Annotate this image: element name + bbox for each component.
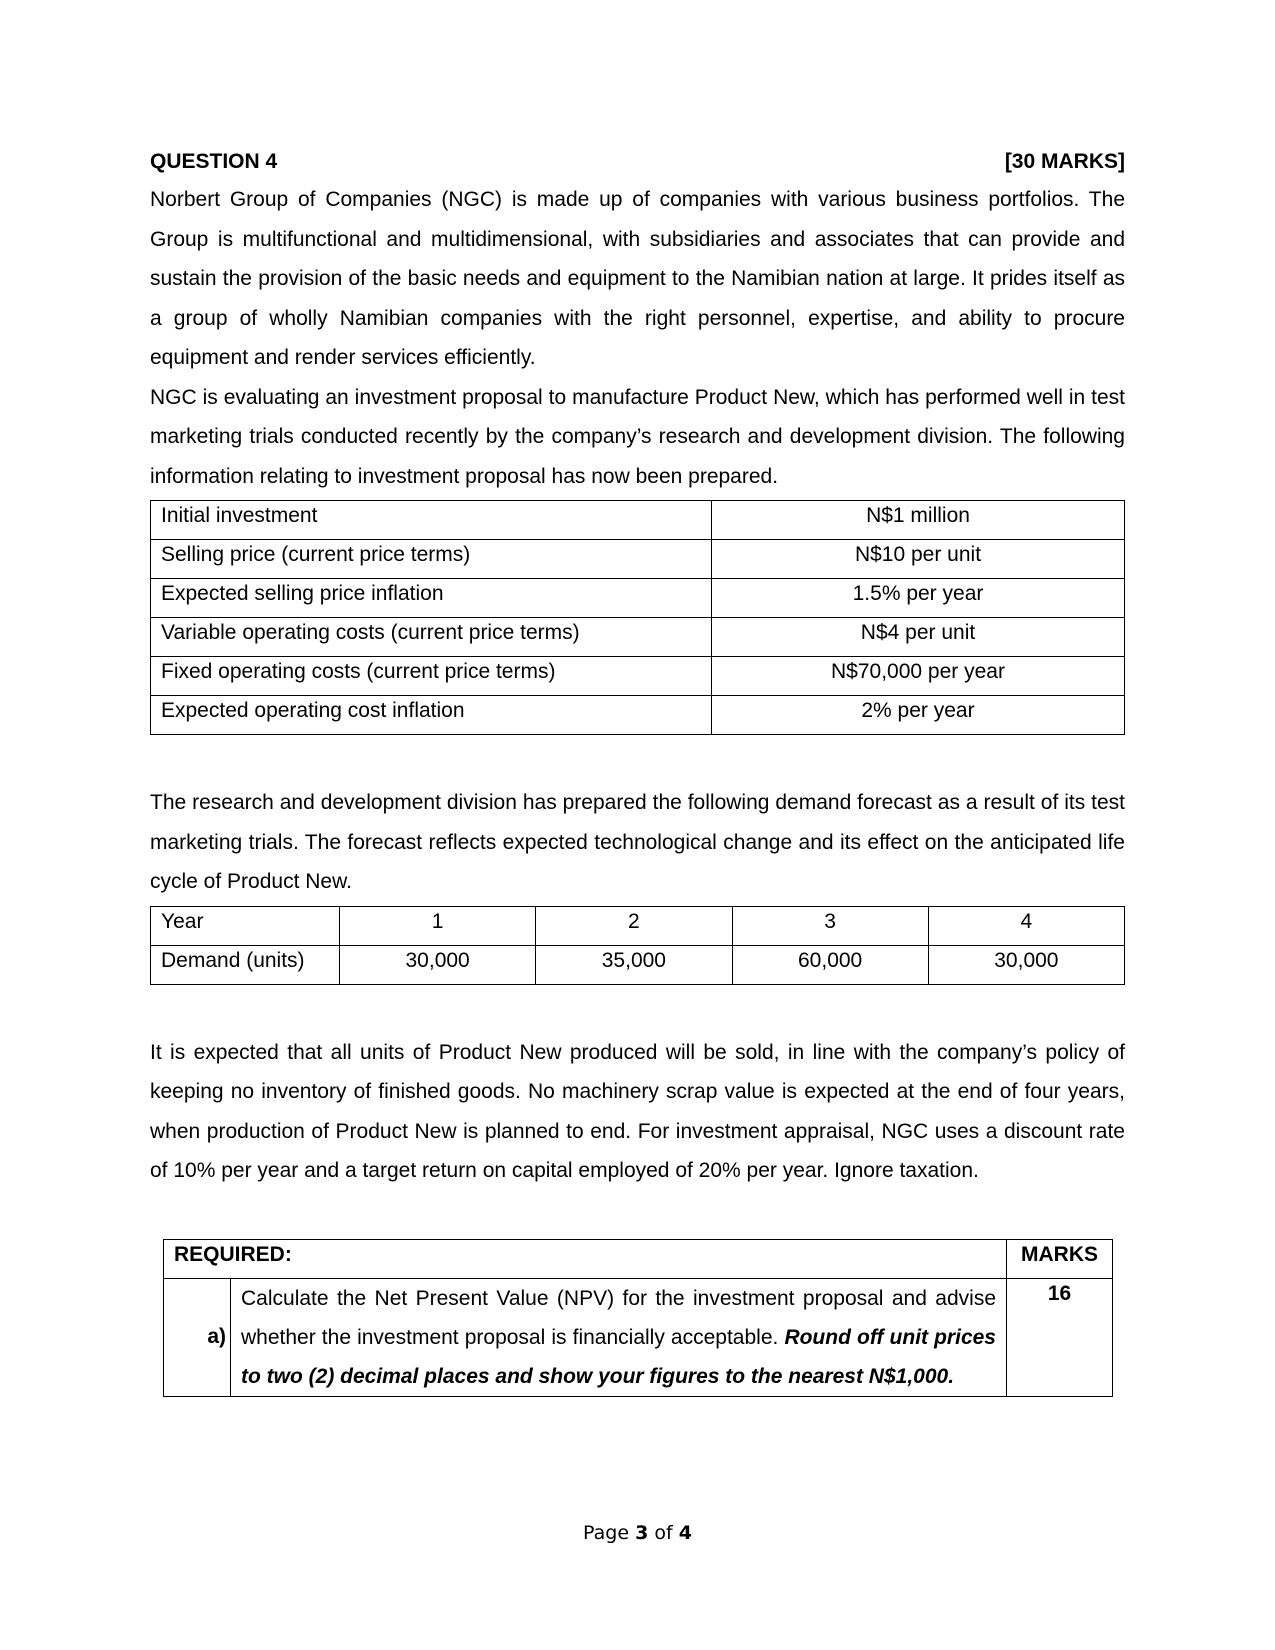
question-marks: [30 MARKS] [1004, 150, 1125, 173]
info-label: Expected operating cost inflation [151, 696, 712, 735]
item-text [231, 1278, 1007, 1396]
year-label: Year [151, 906, 340, 945]
year-cell: 2 [536, 906, 732, 945]
demand-cell: 60,000 [732, 945, 928, 984]
info-value: N$4 per unit [712, 618, 1125, 657]
page-footer [0, 1522, 1275, 1544]
proposal-paragraph: NGC is evaluating an investment proposal to manufacture Product New, which has performed well in test marketing trials conducted recently by the company’s research and development division. The following information relating to investment proposal has now been prepared. [150, 385, 1125, 488]
item-letter: a) [164, 1278, 231, 1396]
question-title: QUESTION 4 [150, 150, 278, 173]
demand-label: Demand (units) [151, 945, 340, 984]
intro-paragraph: Norbert Group of Companies (NGC) is made up of companies with various business portfolios. The Group is multifunctional and multidimensional, with subsidiaries and associates that can provide and sustain the provision of the basic needs and equipment to the Namibian nation at large. It prides itself as a group of wholly Namibian companies with the right personnel, expertise, and ability to procure equipment and render services efficiently. [150, 188, 1125, 369]
demand-forecast-table [150, 906, 1125, 985]
info-value: N$1 million [712, 501, 1125, 540]
policy-paragraph: It is expected that all units of Product New produced will be sold, in line with the company’s policy of keeping no inventory of finished goods. No machinery scrap value is expected at the end of four years, when production of Product New is planned to end. For investment appraisal, NGC uses a discount rate of 10% per year and a target return on capital employed of 20% per year. Ignore taxation. [150, 1040, 1125, 1182]
info-value: N$70,000 per year [712, 657, 1125, 696]
table-row [151, 579, 1125, 618]
info-label: Fixed operating costs (current price terms) [151, 657, 712, 696]
info-value: N$10 per unit [712, 540, 1125, 579]
table-row [151, 501, 1125, 540]
table-row [164, 1239, 1113, 1278]
year-cell: 3 [732, 906, 928, 945]
item-text-plain: Calculate the Net Present Value (NPV) for the investment proposal and advise whether the investment proposal is financially acceptable. [241, 1286, 996, 1349]
year-cell: 4 [928, 906, 1124, 945]
table-row [151, 696, 1125, 735]
item-marks: 16 [1007, 1278, 1113, 1396]
info-label: Initial investment [151, 501, 712, 540]
info-label: Variable operating costs (current price terms) [151, 618, 712, 657]
info-label: Selling price (current price terms) [151, 540, 712, 579]
exam-page [150, 148, 1125, 1397]
required-heading: REQUIRED: [164, 1239, 1007, 1278]
question-header [150, 148, 1125, 176]
forecast-paragraph: The research and development division has prepared the following demand forecast as a result of its test marketing trials. The forecast reflects expected technological change and its effect on the anticipated life cycle of Product New. [150, 791, 1125, 893]
spacer [150, 985, 1125, 1033]
table-row [151, 945, 1125, 984]
spacer [150, 735, 1125, 783]
table-row [151, 657, 1125, 696]
page-total: 4 [678, 1522, 692, 1544]
table-row [164, 1278, 1113, 1396]
demand-cell: 30,000 [340, 945, 536, 984]
info-value: 1.5% per year [712, 579, 1125, 618]
demand-cell: 35,000 [536, 945, 732, 984]
info-value: 2% per year [712, 696, 1125, 735]
table-row [151, 540, 1125, 579]
demand-cell: 30,000 [928, 945, 1124, 984]
marks-heading: MARKS [1007, 1239, 1113, 1278]
required-table [163, 1239, 1113, 1397]
info-label: Expected selling price inflation [151, 579, 712, 618]
table-row [151, 618, 1125, 657]
page-number: 3 [635, 1522, 649, 1544]
investment-info-table [150, 500, 1125, 735]
of-word: of [654, 1522, 673, 1544]
year-cell: 1 [340, 906, 536, 945]
item-text-bold: Round off unit prices to two (2) decimal places and show your figures to the nearest N$1,000. [241, 1325, 996, 1388]
table-row [151, 906, 1125, 945]
page-word: Page [583, 1522, 630, 1544]
